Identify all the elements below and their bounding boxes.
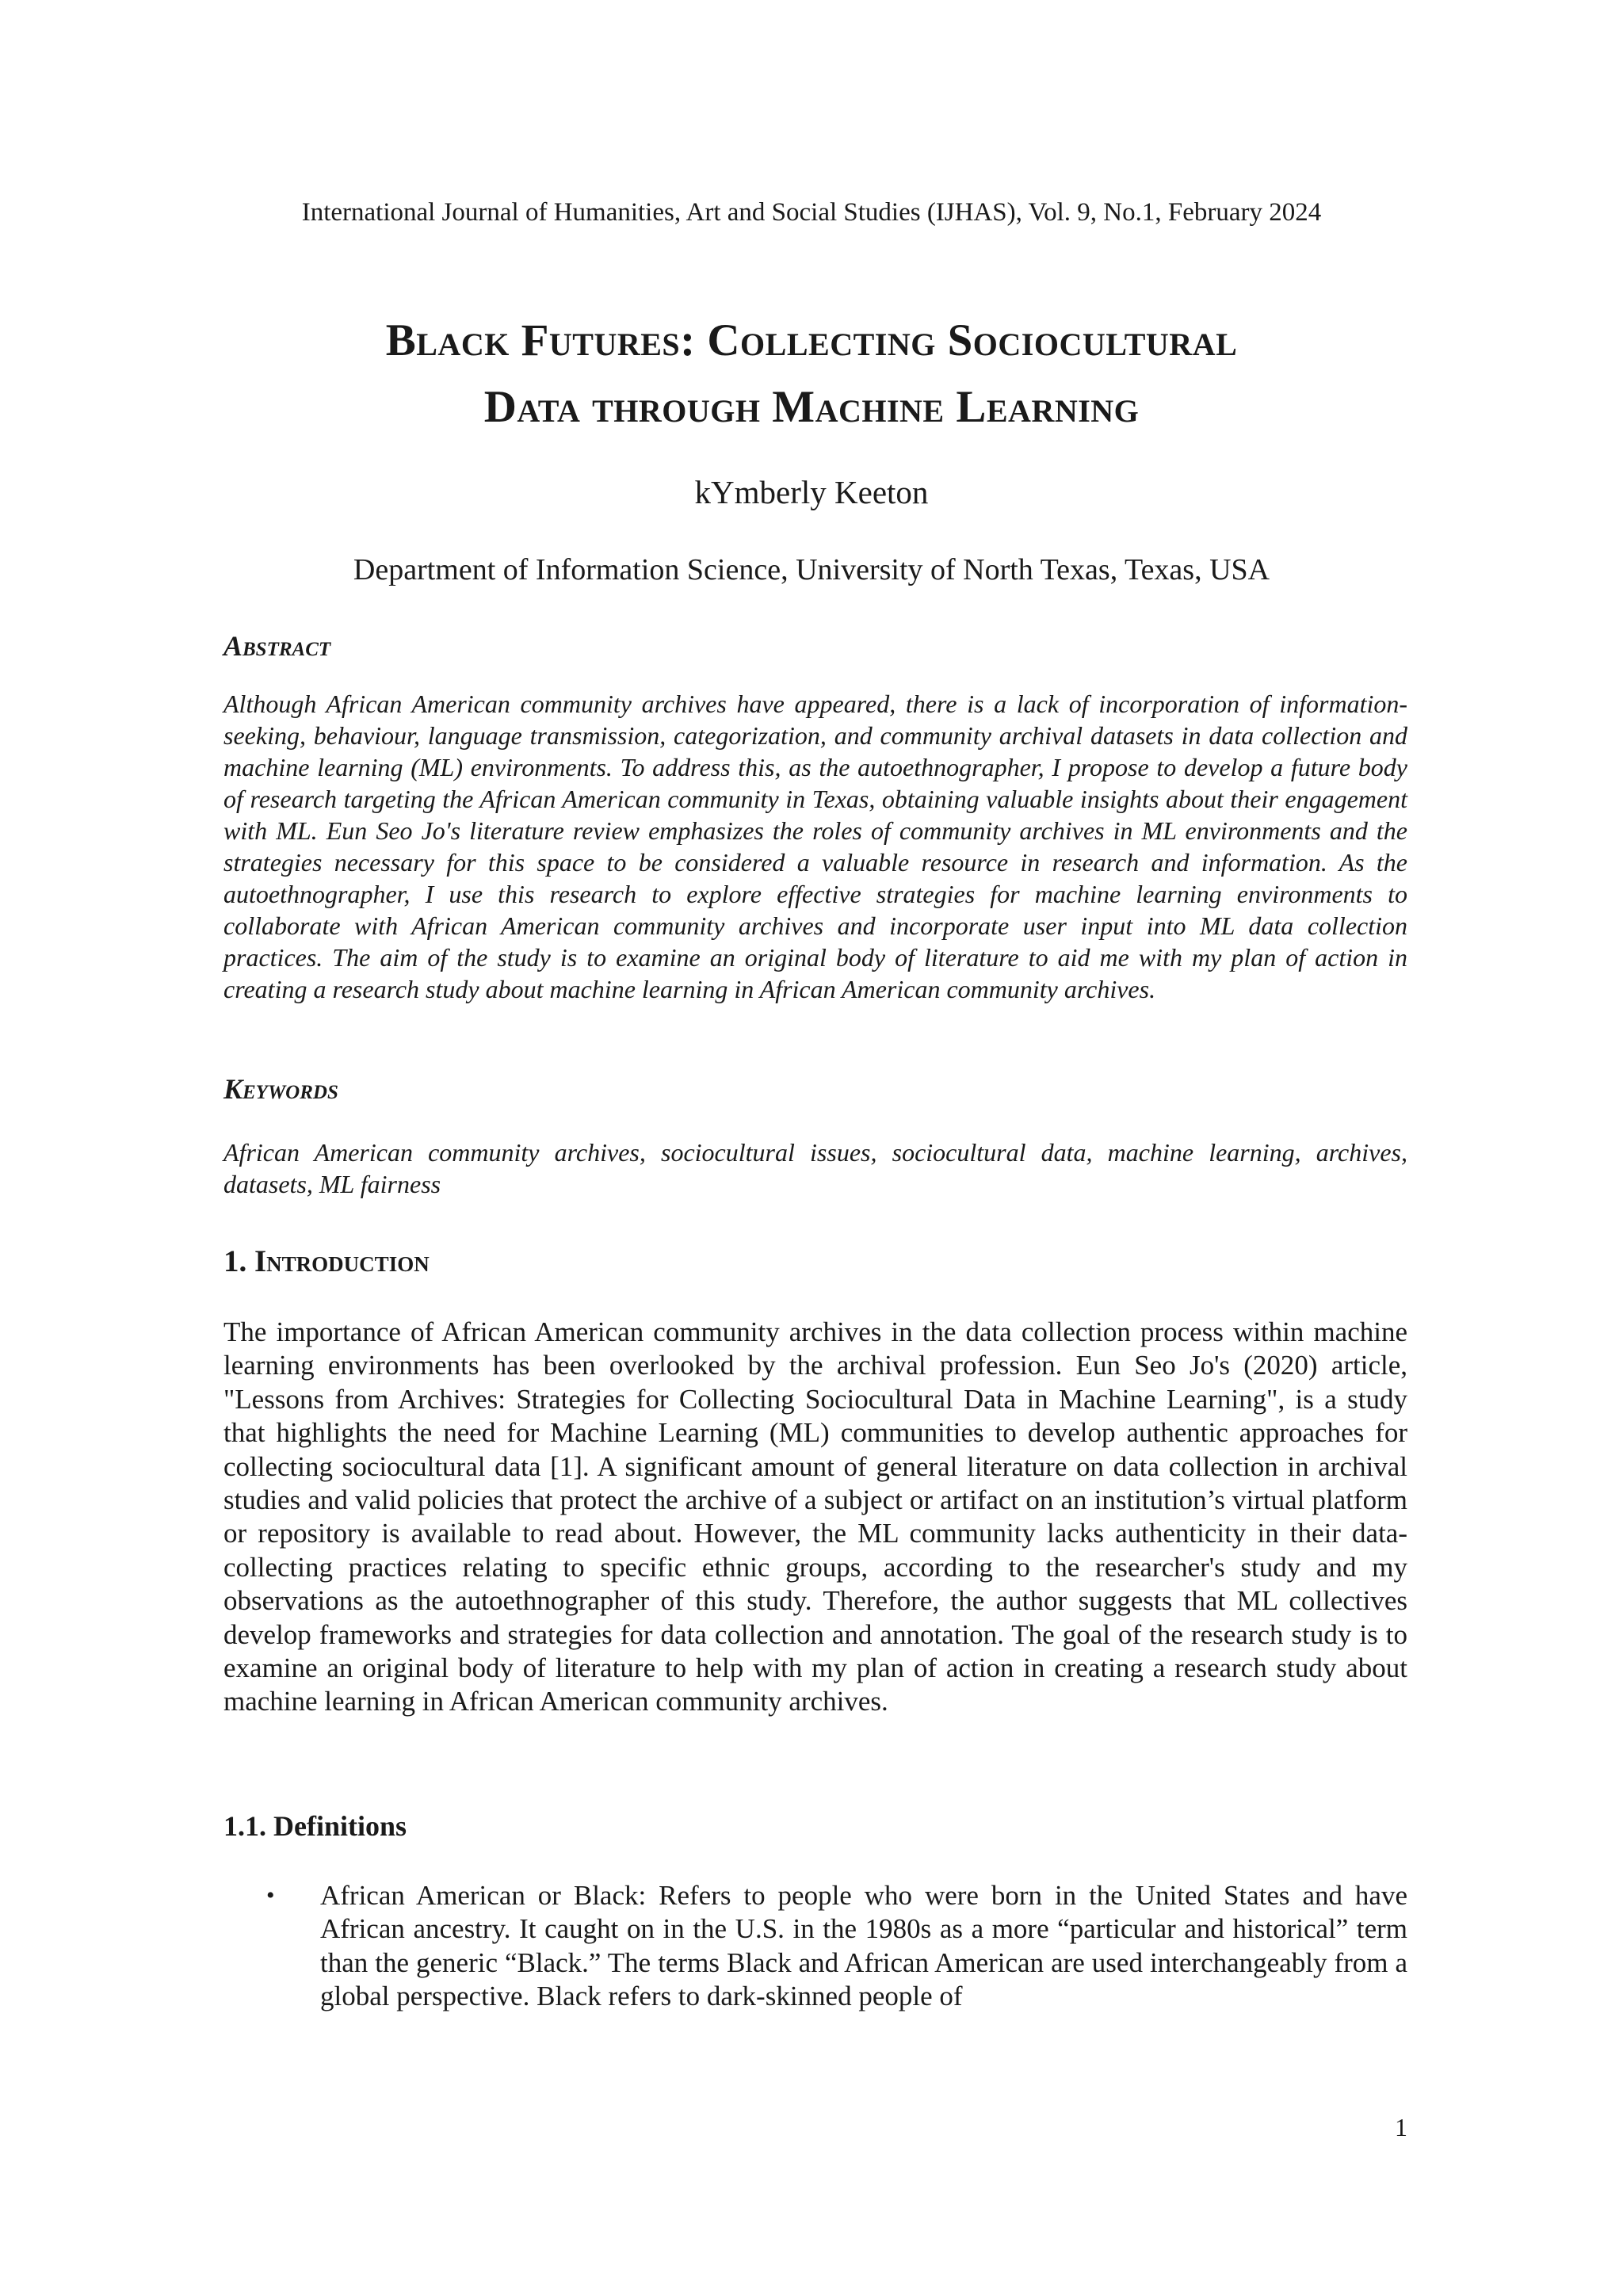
introduction-heading: 1. Introduction: [223, 1244, 430, 1278]
introduction-section: [223, 1241, 1407, 1282]
paper-title: [158, 308, 1465, 441]
paper-title-line-2: Data through Machine Learning: [483, 382, 1140, 432]
abstract-section: [223, 627, 1407, 665]
author-name: kYmberly Keeton: [694, 474, 929, 510]
keywords-heading: Keywords: [223, 1073, 338, 1105]
introduction-body: [223, 1316, 1407, 1719]
definition-text: African American or Black: Refers to people who were born in the United States and have African ancestry. It caught on in the U.S. in the 1980s as a more “particular and historical” term than the generic “Black.” The terms Black and African American are used interchangeably from a global perspective. Black refers to dark-skinned people of: [320, 1880, 1407, 2012]
introduction-text: The importance of African American community archives in the data collection process within machine learning environments has been overlooked by the archival profession. Eun Seo Jo's (2020) article, "Lessons from Archives: Strategies for Collecting Sociocultural Data in Machine Learning", is a study that highlights the need for Machine Learning (ML) communities to develop authentic approaches for collecting sociocultural data [1]. A significant amount of general literature on data collection in archival studies and valid policies that protect the archive of a subject or artifact on an institution’s virtual platform or repository is available to read about. However, the ML community lacks authenticity in their data-collecting practices relating to specific ethnic groups, according to the researcher's study and my observations as the autoethnographer of this study. Therefore, the author suggests that ML collectives develop frameworks and strategies for data collection and annotation. The goal of the research study is to examine an original body of literature to help with my plan of action in creating a research study about machine learning in African American community archives.: [223, 1316, 1407, 1717]
definitions-section: [223, 1807, 1407, 1845]
author-affiliation: Department of Information Science, University of North Texas, Texas, USA: [353, 553, 1270, 586]
abstract-text: Although African American community archives have appeared, there is a lack of incorporation of information-seeking, behaviour, language transmission, categorization, and community archival datasets in data collection and machine learning (ML) environments. To address this, as the autoethnographer, I propose to develop a future body of research targeting the African American community in Texas, obtaining valuable insights about their engagement with ML. Eun Seo Jo's literature review emphasizes the roles of community archives in ML environments and the strategies necessary for this space to be considered a valuable resource in research and information. As the autoethnographer, I use this research to explore effective strategies for machine learning environments to collaborate with African American community archives and incorporate user input into ML data collection practices. The aim of the study is to examine an original body of literature to aid me with my plan of action in creating a research study about machine learning in African American community archives.: [223, 690, 1407, 1003]
abstract-heading: Abstract: [223, 630, 331, 662]
keywords-section: [223, 1070, 1407, 1108]
bullet-icon: •: [266, 1882, 275, 1908]
definitions-heading: 1.1. Definitions: [223, 1810, 407, 1842]
running-header: International Journal of Humanities, Art and Social Studies (IJHAS), Vol. 9, No.1, February 2024: [301, 198, 1322, 227]
abstract-body: [223, 688, 1407, 1005]
keywords-text: African American community archives, sociocultural issues, sociocultural data, machine learning, archives, datasets, ML fairness: [223, 1138, 1407, 1198]
page-number: 1: [1395, 2113, 1407, 2141]
keywords-body: [223, 1137, 1407, 1200]
paper-title-line-1: Black Futures: Collecting Sociocultural: [385, 315, 1238, 365]
